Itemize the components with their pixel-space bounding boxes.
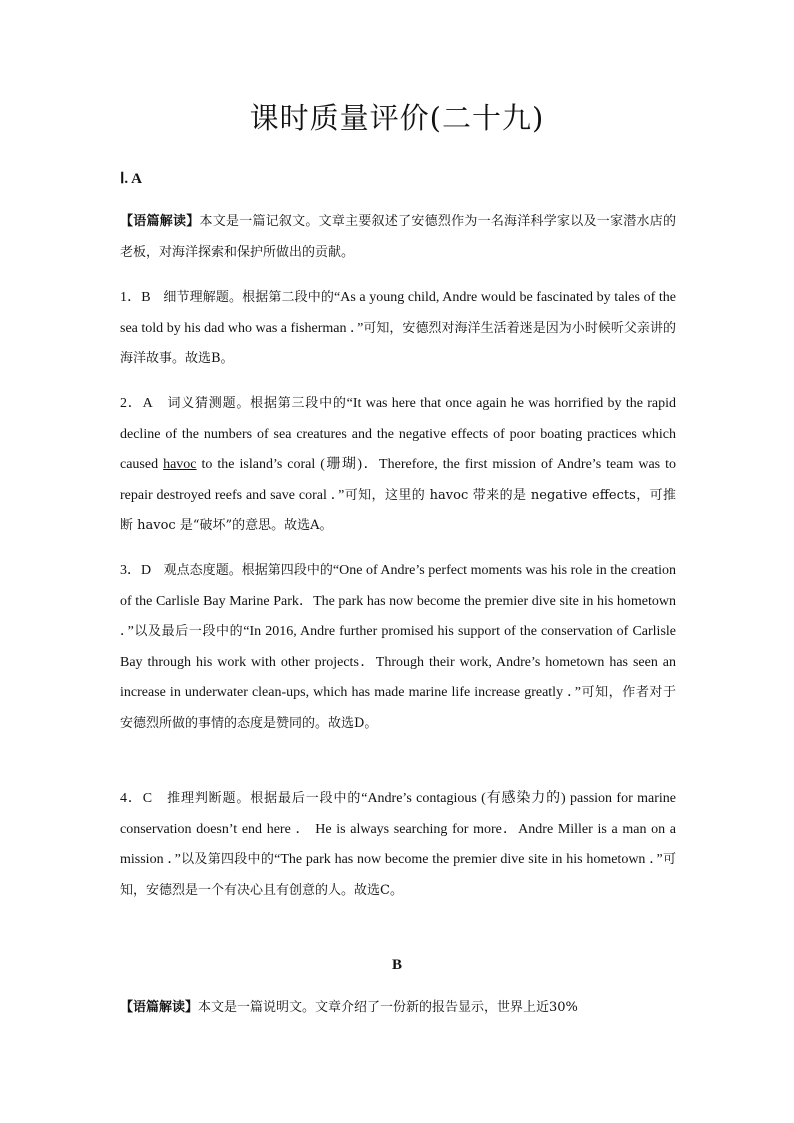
section-b-intro [120,993,686,1024]
answer-3-quote: “One of Andre’s perfect moments was his role in the creation of the Carlisle Bay Marine Park．The park has now become the premier dive site in his hometown ．” [120,563,676,639]
answer-1-quote: “As a young child, Andre would be fascinated by tales of the sea told by his dad who was a fisherman ．” [120,290,676,336]
answer-3 [120,556,676,739]
answer-4-quote: “Andre’s contagious (有感染力的) passion for marine conservation doesn’t end here ． He is always searching for more．Andre Miller is a man on a mission ．” [120,791,676,867]
intro-text: 本文是一篇记叙文。文章主要叙述了安德烈作为一名海洋科学家以及一家潜水店的老板，对海洋探索和保护所做出的贡献。 [120,214,676,260]
answer-2 [120,389,676,542]
answer-3-quote-2: “In 2016, Andre further promised his support of the conservation of Carlisle Bay through his work with other projects．Through their work, Andre’s hometown has seen an increase in underwater clean-ups, which has made marine life increase greatly ．” [120,624,676,700]
answer-2-type: 词义猜测题。根据第三段中的 [167,396,347,411]
answer-2-number: 2．A [120,396,153,411]
intro-label-b: 【语篇解读】 [120,1000,199,1015]
section-a-heading: Ⅰ. A [120,171,142,187]
section-b-heading: B [391,957,402,973]
answer-4-type: 推理判断题。根据最后一段中的 [167,791,362,806]
answer-2-explanation: 可知，这里的 havoc 带来的是 negative effects，可推断 havoc 是“破坏”的意思。故选A。 [120,487,676,533]
answer-1 [120,283,676,375]
answer-2-quote-end: to the island’s coral (珊瑚)．Therefore, the first mission of Andre’s team was to repair destroyed reefs and save coral ．” [120,457,677,503]
answer-3-type: 观点态度题。根据第四段中的 [163,563,333,578]
answer-2-quote-start: “It was here that once again he was horrified by the rapid decline of the numbers of sea creatures and the negative effects of poor boating practices which caused [120,396,676,472]
answer-3-explanation: 可知，作者对于安德烈所做的事情的态度是赞同的。故选D。 [120,685,676,731]
answer-3-connector: 以及最后一段中的 [133,624,244,639]
answer-1-type: 细节理解题。根据第二段中的 [163,290,335,305]
section-a-intro [120,207,676,268]
intro-text-b: 本文是一篇说明文。文章介绍了一份新的报告显示，世界上近30% [198,1000,578,1015]
answer-1-number: 1．B [120,290,151,305]
answer-1-explanation: 可知，安德烈对海洋生活着迷是因为小时候听父亲讲的海洋故事。故选B。 [120,320,676,366]
answer-2-underlined-word: havoc [163,457,197,472]
answer-4-quote-2: “The park has now become the premier dive site in his hometown ．” [274,852,663,867]
answer-3-number: 3．D [120,563,152,578]
answer-4-connector: 以及第四段中的 [180,852,275,867]
page-title: 课时质量评价(二十九) [249,101,545,135]
answer-4-number: 4．C [120,791,153,806]
answer-4 [120,784,676,906]
intro-label: 【语篇解读】 [120,214,200,229]
answer-4-explanation: 可知，安德烈是一个有决心且有创意的人。故选C。 [120,852,677,898]
